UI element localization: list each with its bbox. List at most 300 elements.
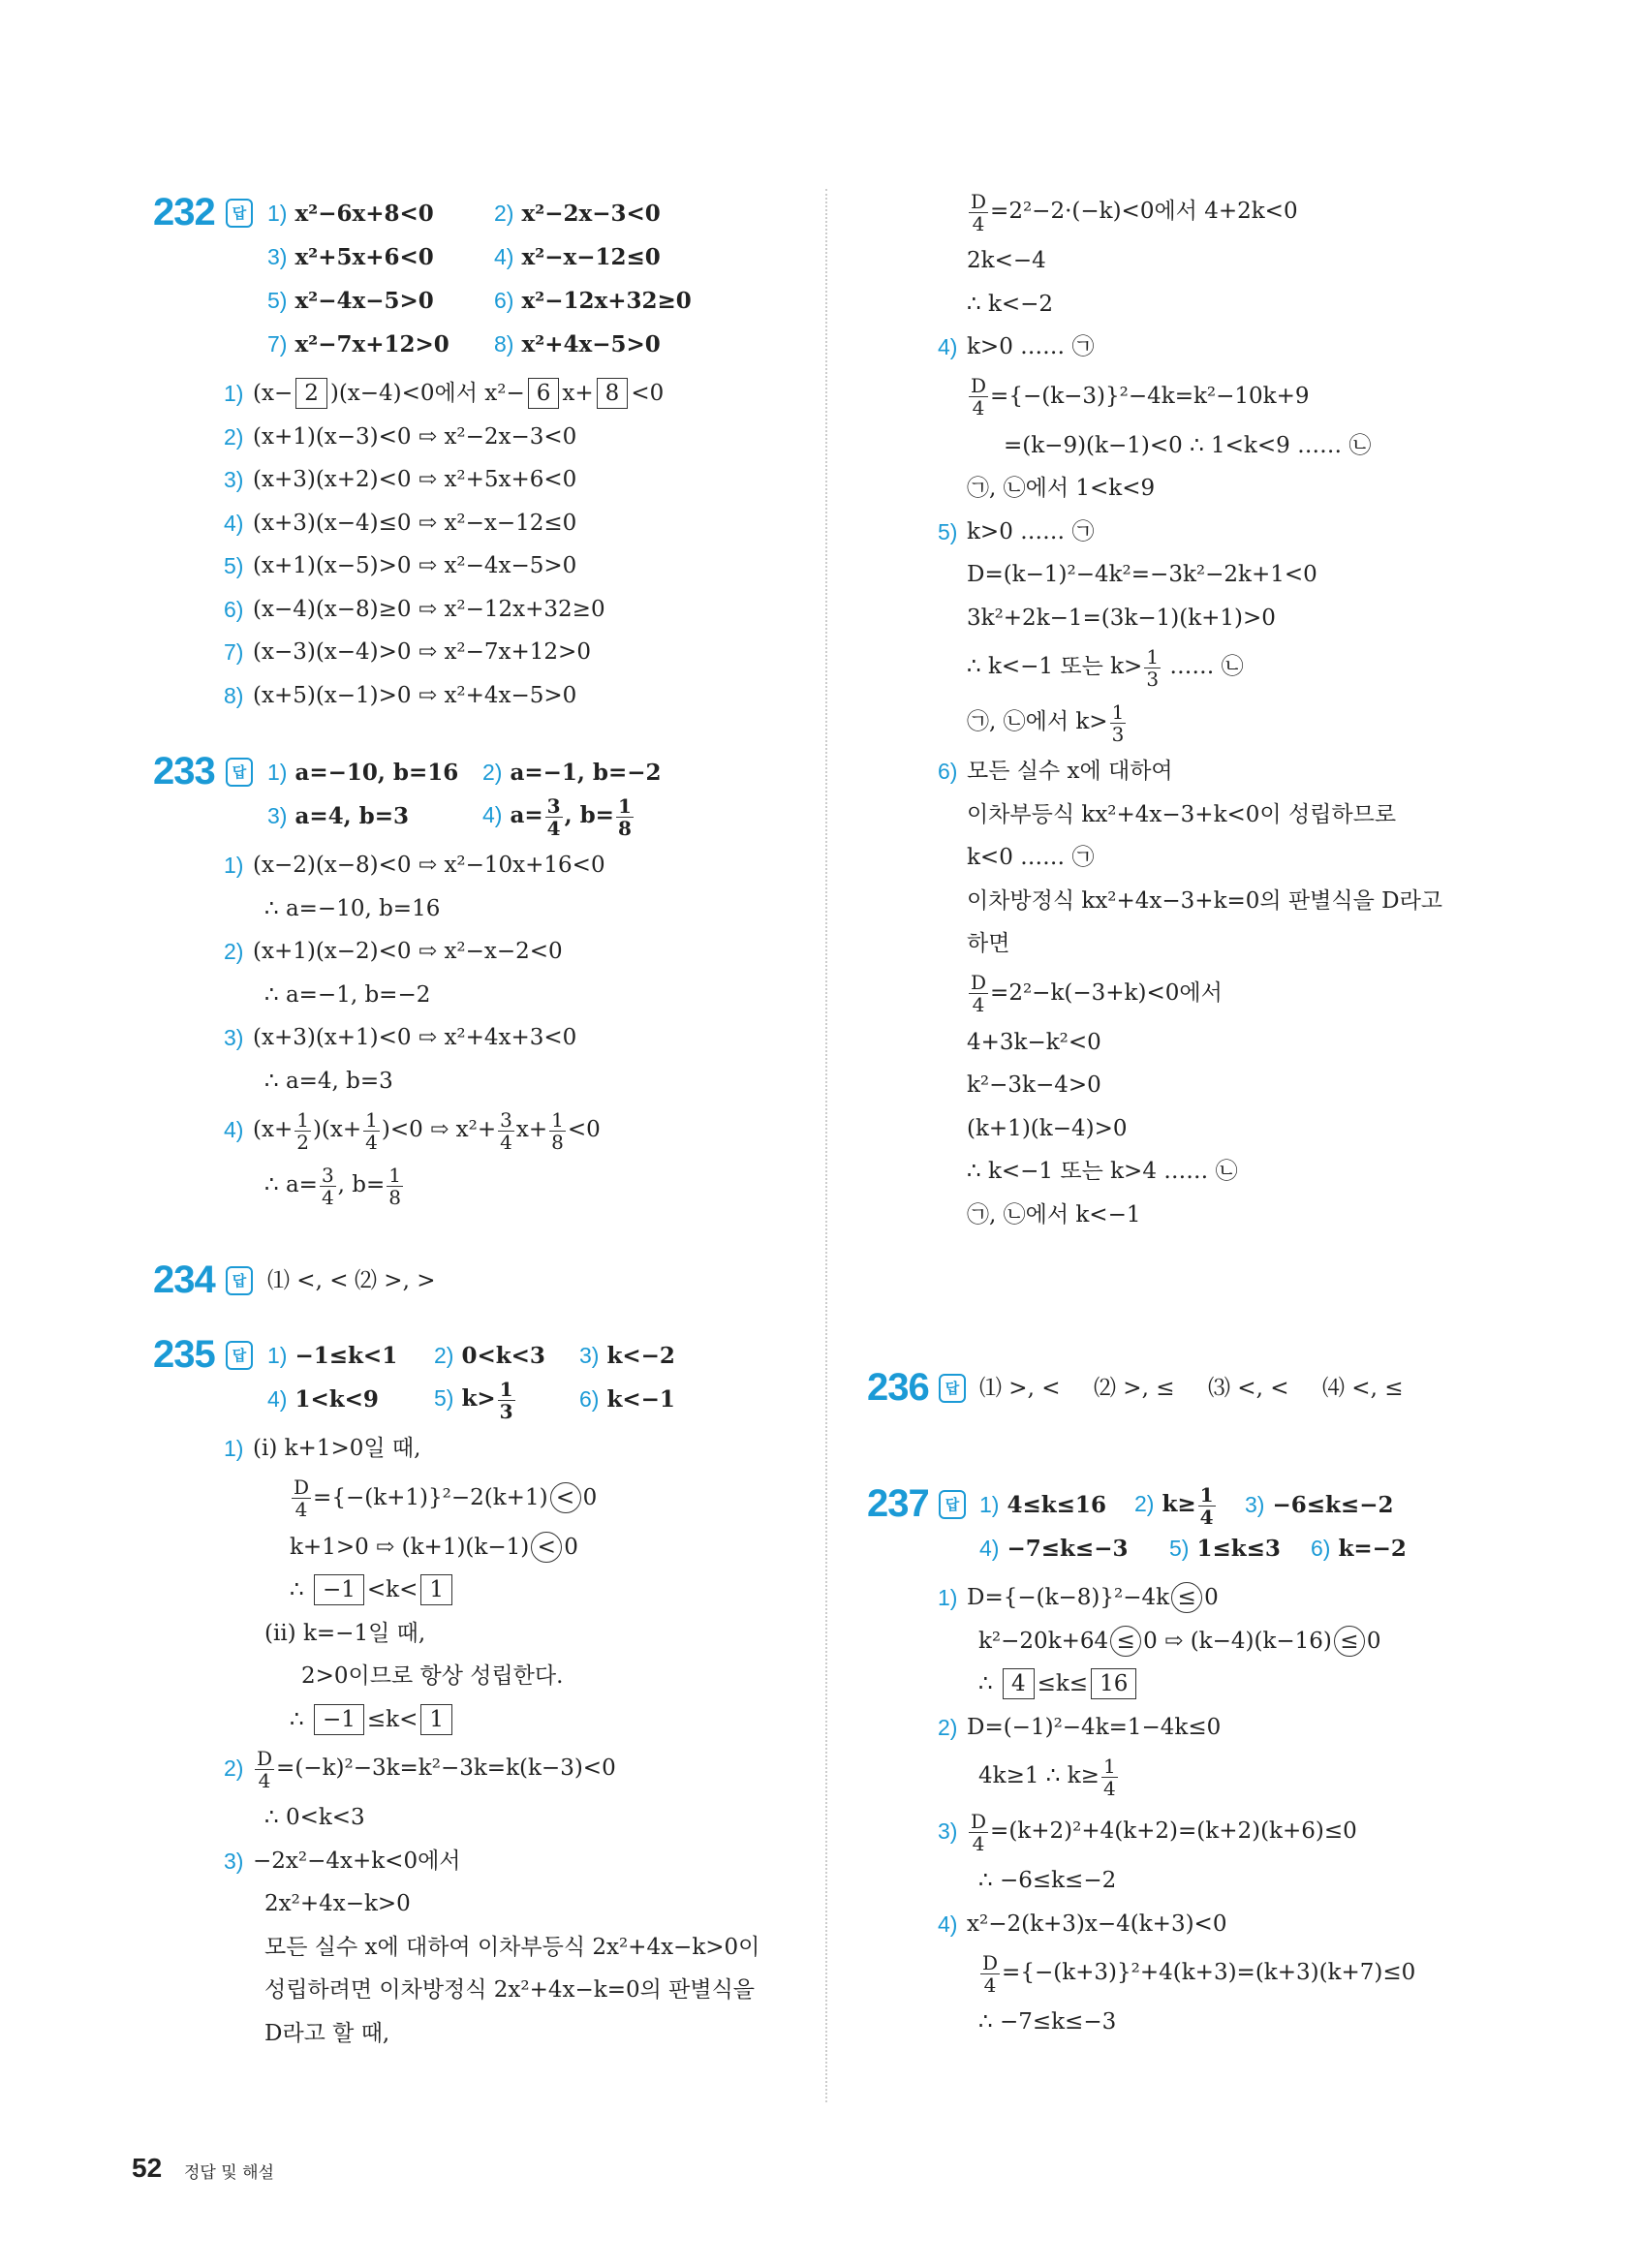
fraction-denominator: 2 xyxy=(296,1130,309,1154)
answer-badge: 답 xyxy=(939,1374,966,1403)
answer-item xyxy=(434,1377,579,1422)
fraction xyxy=(320,1165,336,1208)
item-number: 4) xyxy=(267,1385,288,1412)
answer-item xyxy=(1245,1483,1400,1527)
answer-item xyxy=(434,1334,579,1378)
item-number: 1) xyxy=(267,1342,288,1368)
fraction-numerator: D xyxy=(971,374,987,397)
solution-line xyxy=(967,553,1442,597)
solution-line xyxy=(253,1698,759,1742)
boxed-answer: 8 xyxy=(597,378,629,409)
math-text: x²−4x−5>0 xyxy=(294,287,434,314)
answer-item xyxy=(1322,1367,1437,1411)
answer-item xyxy=(355,1259,442,1303)
math-text: 1≤k≤3 xyxy=(1196,1535,1281,1562)
fraction xyxy=(498,1109,514,1153)
math-text: ⑷ <, ≤ xyxy=(1322,1375,1404,1401)
math-text: ={−(k+3)}²+4(k+3)=(k+3)(k+7)≤0 xyxy=(1002,1960,1416,1985)
math-text: <k< xyxy=(366,1577,418,1602)
math-text: 4k≥1 ∴ k≥ xyxy=(978,1763,1100,1788)
solution-line xyxy=(224,930,697,974)
answer-row xyxy=(267,750,697,793)
solution-line xyxy=(967,1107,1442,1151)
item-number: 3) xyxy=(1245,1491,1265,1517)
problem-number: 235 xyxy=(153,1333,215,1376)
answer-item xyxy=(1169,1527,1311,1570)
math-text: 4+3k−k²<0 xyxy=(967,1029,1101,1055)
math-text: )(x+ xyxy=(312,1117,362,1142)
answer-row xyxy=(267,1258,442,1302)
math-text: 0 xyxy=(1366,1628,1381,1654)
math-text: ∴ k<−1 또는 k> xyxy=(967,654,1143,679)
fraction-denominator: 4 xyxy=(1102,1776,1116,1800)
solution-line xyxy=(967,793,1442,837)
math-text: 2>0이므로 항상 성립한다. xyxy=(301,1663,564,1689)
solution-line xyxy=(967,1194,1442,1237)
math-text: ⑶ <, < xyxy=(1208,1375,1289,1401)
math-text: −7≤k≤−3 xyxy=(1007,1535,1129,1562)
circled-symbol: < xyxy=(550,1482,581,1513)
math-text: )(x−4)<0에서 x²− xyxy=(329,381,525,406)
item-number: 7) xyxy=(267,330,288,357)
math-text: )<0 ⇨ x²+ xyxy=(381,1117,497,1142)
math-text: (x+1)(x−3)<0 ⇨ x²−2x−3<0 xyxy=(253,423,577,450)
answer-item xyxy=(1208,1367,1322,1411)
item-number: 1) xyxy=(267,759,288,785)
math-text: x²+5x+6<0 xyxy=(294,243,434,270)
solution-line xyxy=(967,1662,1501,1706)
problem-number: 234 xyxy=(153,1258,215,1301)
item-number: 2) xyxy=(1134,1491,1155,1516)
math-text: (x+3)(x+1)<0 ⇨ x²+4x+3<0 xyxy=(253,1025,577,1050)
fraction xyxy=(969,1811,988,1854)
solution-lines xyxy=(938,1576,1501,2044)
solution-line xyxy=(224,1016,697,1060)
math-text: ㉠, ㉡에서 k> xyxy=(967,709,1108,734)
math-text: k<0 …… ㉠ xyxy=(967,845,1095,870)
math-text: =2²−2·(−k)<0에서 4+2k<0 xyxy=(990,199,1298,224)
math-text: k²−20k+64 xyxy=(978,1628,1109,1654)
solution-line xyxy=(253,1882,759,1926)
step-number: 7) xyxy=(224,639,244,665)
fraction-denominator: 4 xyxy=(546,816,561,840)
footer-label: 정답 및 해설 xyxy=(184,2163,274,2183)
math-text: , b= xyxy=(337,1172,386,1197)
math-text: k+1>0 ⇨ (k+1)(k−1) xyxy=(290,1534,530,1560)
answer-summary xyxy=(267,750,697,840)
answer-item xyxy=(979,1367,1094,1411)
math-text: k<−1 xyxy=(606,1385,675,1413)
fraction xyxy=(292,1476,311,1520)
fraction-numerator: 3 xyxy=(321,1163,334,1187)
answer-badge: 답 xyxy=(226,199,253,228)
answer-row xyxy=(267,793,697,840)
fraction-numerator: 1 xyxy=(551,1107,564,1132)
math-text: ∴ 0<k<3 xyxy=(264,1805,365,1830)
answer-row xyxy=(979,1526,1501,1569)
fraction xyxy=(545,795,563,839)
fraction-numerator: D xyxy=(971,971,987,994)
solution-line xyxy=(938,1576,1501,1620)
math-text: =(k−9)(k−1)<0 ∴ 1<k<9 …… ㉡ xyxy=(1004,432,1372,458)
answer-item xyxy=(979,1483,1134,1527)
item-number: 8) xyxy=(494,330,514,357)
math-text: −2x²−4x+k<0에서 xyxy=(253,1848,461,1874)
problem-number: 237 xyxy=(867,1482,929,1525)
math-text: ∴ a=4, b=3 xyxy=(264,1068,393,1094)
math-text: ⑴ >, < xyxy=(979,1375,1061,1401)
boxed-answer: 4 xyxy=(1003,1668,1035,1699)
answer-row xyxy=(267,234,721,278)
solution-line xyxy=(224,458,721,502)
fraction-denominator: 8 xyxy=(388,1185,402,1209)
solution-line xyxy=(253,1969,759,2012)
fraction-denominator: 4 xyxy=(294,1498,308,1521)
math-text: x²−x−12≤0 xyxy=(521,243,661,270)
math-text: =(−k)²−3k=k²−3k=k(k−3)<0 xyxy=(276,1755,616,1781)
item-number: 5) xyxy=(1169,1535,1190,1561)
answer-item xyxy=(482,751,697,794)
answer-item xyxy=(267,192,494,235)
answer-row xyxy=(979,1366,1437,1410)
math-text: 0 xyxy=(582,1484,598,1510)
solution-lines xyxy=(224,844,697,1213)
solution-line xyxy=(938,1804,1501,1859)
step-number: 6) xyxy=(938,759,958,784)
boxed-answer: 1 xyxy=(420,1704,452,1735)
solution-line xyxy=(253,2012,759,2056)
boxed-answer: 16 xyxy=(1091,1668,1136,1699)
math-text: 0 xyxy=(1204,1585,1219,1610)
answer-item xyxy=(1134,1482,1245,1528)
answer-item xyxy=(494,192,721,235)
math-text: (x+3)(x+2)<0 ⇨ x²+5x+6<0 xyxy=(253,467,577,492)
math-text: 하면 xyxy=(967,931,1010,956)
solution-lines xyxy=(224,372,721,717)
fraction xyxy=(1101,1755,1118,1799)
step-number: 5) xyxy=(224,553,244,578)
math-text: k<−2 xyxy=(606,1342,675,1369)
solution-line xyxy=(253,887,697,931)
solution-line xyxy=(253,1926,759,1970)
item-number: 4) xyxy=(979,1535,1000,1561)
math-text: (x+ xyxy=(253,1117,294,1142)
math-text: x²−7x+12>0 xyxy=(294,330,449,357)
answer-item xyxy=(267,1334,434,1378)
solution-line xyxy=(967,639,1442,695)
fraction xyxy=(969,191,988,234)
math-text: k>0 …… ㉠ xyxy=(967,334,1095,359)
solution-line xyxy=(224,544,721,588)
math-text: 2x²+4x−k>0 xyxy=(264,1891,411,1916)
fraction xyxy=(969,375,988,419)
solution-line xyxy=(967,1064,1442,1107)
item-number: 1) xyxy=(979,1491,1000,1517)
solution-line xyxy=(224,372,721,416)
math-text: 0 xyxy=(564,1534,578,1560)
math-text: (x+5)(x−1)>0 ⇨ x²+4x−5>0 xyxy=(253,682,577,708)
answer-row xyxy=(267,278,721,322)
solution-line xyxy=(967,880,1442,923)
fraction xyxy=(498,1379,515,1422)
math-text: x²−12x+32≥0 xyxy=(521,287,692,314)
solution-line xyxy=(967,424,1442,468)
math-text: ∴ −6≤k≤−2 xyxy=(978,1868,1117,1893)
answer-summary xyxy=(267,1333,759,1423)
fraction-numerator: 3 xyxy=(500,1107,512,1132)
solution-line xyxy=(938,1706,1501,1750)
answer-item xyxy=(494,235,721,279)
solution-line xyxy=(967,1021,1442,1065)
math-text: 4≤k≤16 xyxy=(1007,1491,1106,1518)
math-text: ={−(k+1)}²−2(k+1) xyxy=(313,1484,548,1510)
fraction-numerator: D xyxy=(971,189,987,213)
solution-lines xyxy=(938,184,1443,1236)
math-text: ≤k≤ xyxy=(1037,1671,1089,1696)
answer-item xyxy=(1094,1367,1208,1411)
math-text: (x+1)(x−2)<0 ⇨ x²−x−2<0 xyxy=(253,939,563,964)
solution-line xyxy=(224,844,697,887)
item-number: 4) xyxy=(494,243,514,269)
answer-row xyxy=(267,322,721,365)
math-text: =(k+2)²+4(k+2)=(k+2)(k+6)≤0 xyxy=(990,1818,1357,1844)
answer-summary xyxy=(267,191,721,365)
answer-item xyxy=(482,793,697,839)
fraction-numerator: 1 xyxy=(296,1107,309,1132)
step-number: 2) xyxy=(224,1755,244,1781)
answer-item xyxy=(267,1259,355,1303)
fraction-numerator: D xyxy=(257,1746,273,1770)
step-number: 4) xyxy=(938,334,958,359)
math-text: 성립하려면 이차방정식 2x²+4x−k=0의 판별식을 xyxy=(264,1977,756,2003)
math-text: D={−(k−8)}²−4k xyxy=(967,1585,1170,1610)
step-number: 4) xyxy=(938,1911,958,1937)
solution-lines xyxy=(224,1427,760,2055)
fraction-denominator: 4 xyxy=(1199,1505,1214,1529)
solution-line xyxy=(224,674,721,718)
answer-item xyxy=(267,235,494,279)
solution-line xyxy=(224,1103,697,1158)
problem-235-continued xyxy=(938,184,1443,1236)
fraction-numerator: 1 xyxy=(388,1163,402,1187)
answer-badge: 답 xyxy=(226,758,253,787)
solution-line xyxy=(253,1796,759,1840)
problem-number: 232 xyxy=(153,191,215,233)
answer-item xyxy=(579,1334,746,1378)
math-text: −1≤k<1 xyxy=(294,1342,398,1369)
fraction xyxy=(1198,1484,1216,1528)
answer-item xyxy=(267,794,482,838)
math-text: 이차방정식 kx²+4x−3+k=0의 판별식을 D라고 xyxy=(967,887,1443,914)
solution-line xyxy=(224,1840,759,1883)
fraction-numerator: 1 xyxy=(1102,1754,1116,1778)
math-text: ∴ k<−2 xyxy=(967,291,1054,317)
math-text: k>0 …… ㉠ xyxy=(967,518,1095,544)
answer-item xyxy=(494,279,721,323)
item-number: 1) xyxy=(267,200,288,226)
step-number: 3) xyxy=(938,1818,958,1844)
solution-line xyxy=(224,1427,759,1471)
page-number: 52 xyxy=(132,2153,163,2183)
math-text: (ii) k=−1일 때, xyxy=(264,1620,426,1646)
solution-line xyxy=(253,974,697,1017)
math-text: −6≤k≤−2 xyxy=(1272,1491,1394,1518)
solution-line xyxy=(967,966,1442,1021)
math-text: (x+1)(x−5)>0 ⇨ x²−4x−5>0 xyxy=(253,553,577,578)
math-text: 모든 실수 x에 대하여 xyxy=(967,759,1173,784)
problem-232 xyxy=(153,191,721,717)
answer-item xyxy=(979,1527,1169,1570)
math-text: 2k<−4 xyxy=(967,248,1046,273)
answer-item xyxy=(267,323,494,366)
math-text: (x+3)(x−4)≤0 ⇨ x²−x−12≤0 xyxy=(253,510,577,536)
math-text: , b= xyxy=(564,802,614,828)
solution-line xyxy=(967,2001,1501,2044)
fraction xyxy=(616,795,634,839)
math-text: a= xyxy=(510,802,543,828)
solution-line xyxy=(938,511,1442,554)
fraction-numerator: 1 xyxy=(1111,699,1125,724)
item-number: 3) xyxy=(579,1342,600,1368)
math-text: <0 xyxy=(631,381,665,406)
math-text: (x−2)(x−8)<0 ⇨ x²−10x+16<0 xyxy=(253,853,605,878)
step-number: 1) xyxy=(224,381,244,406)
math-text: D라고 할 때, xyxy=(264,2020,390,2046)
fraction-denominator: 4 xyxy=(972,396,985,419)
problem-235 xyxy=(153,1333,759,2055)
solution-line xyxy=(253,1655,759,1698)
problem-236 xyxy=(867,1366,1437,1416)
fraction xyxy=(1144,646,1161,690)
math-text: ∴ a=−10, b=16 xyxy=(264,895,441,921)
fraction xyxy=(1110,701,1127,745)
answer-item xyxy=(1311,1527,1501,1570)
math-text: 모든 실수 x에 대하여 이차부등식 2x²+4x−k>0이 xyxy=(264,1934,760,1960)
math-text: (x− xyxy=(253,381,294,406)
circled-symbol: ≤ xyxy=(1171,1582,1202,1613)
solution-line xyxy=(253,1158,697,1213)
fraction-numerator: 1 xyxy=(1199,1482,1214,1507)
solution-line xyxy=(967,597,1442,640)
math-text: 3k²+2k−1=(3k−1)(k+1)>0 xyxy=(967,605,1276,631)
fraction-denominator: 8 xyxy=(551,1130,564,1154)
math-text: x+ xyxy=(515,1117,548,1142)
math-text: x+ xyxy=(562,381,594,406)
math-text: a=4, b=3 xyxy=(294,802,410,829)
fraction-denominator: 4 xyxy=(500,1130,512,1154)
solution-line xyxy=(967,369,1442,424)
problem-237 xyxy=(867,1482,1501,2044)
step-number: 3) xyxy=(224,467,244,492)
fraction xyxy=(363,1109,380,1153)
math-text: k=−2 xyxy=(1338,1535,1407,1562)
math-text: ∴ k<−1 또는 k>4 …… ㉡ xyxy=(967,1159,1238,1184)
solution-line xyxy=(224,588,721,632)
circled-symbol: < xyxy=(531,1532,562,1563)
answer-row xyxy=(979,1482,1501,1529)
math-text: D=(k−1)²−4k²=−3k²−2k+1<0 xyxy=(967,562,1317,587)
math-text: k> xyxy=(461,1385,496,1412)
solution-line xyxy=(967,467,1442,511)
math-text: ∴ −7≤k≤−3 xyxy=(978,2009,1117,2035)
solution-line xyxy=(967,836,1442,880)
solution-line xyxy=(967,239,1442,283)
item-number: 6) xyxy=(1311,1535,1331,1561)
fraction-denominator: 4 xyxy=(972,1831,985,1855)
math-text: x²−2x−3<0 xyxy=(521,200,661,227)
circled-symbol: ≤ xyxy=(1110,1626,1141,1657)
math-text: x²+4x−5>0 xyxy=(521,330,661,357)
fraction xyxy=(294,1109,311,1153)
fraction-numerator: 1 xyxy=(365,1107,378,1132)
fraction xyxy=(549,1109,566,1153)
step-number: 4) xyxy=(224,1117,244,1142)
solution-line xyxy=(253,1612,759,1656)
fraction-denominator: 4 xyxy=(365,1130,378,1154)
step-number: 2) xyxy=(224,939,244,964)
math-text: ≤k< xyxy=(366,1706,418,1732)
fraction-numerator: D xyxy=(294,1476,310,1499)
step-number: 2) xyxy=(224,423,244,450)
item-number: 2) xyxy=(482,759,503,785)
answer-badge: 답 xyxy=(939,1490,966,1519)
answer-item xyxy=(267,751,482,794)
fraction-denominator: 4 xyxy=(321,1185,334,1209)
solution-line xyxy=(967,1620,1501,1663)
circled-symbol: ≤ xyxy=(1334,1626,1365,1657)
answer-item xyxy=(267,1378,434,1421)
boxed-answer: 2 xyxy=(295,378,327,409)
math-text: ∴ a=−1, b=−2 xyxy=(264,981,431,1008)
fraction-denominator: 4 xyxy=(258,1768,271,1792)
fraction-numerator: D xyxy=(982,1950,999,1974)
solution-line xyxy=(967,1859,1501,1903)
item-number: 5) xyxy=(267,287,288,313)
fraction-numerator: D xyxy=(971,1809,987,1833)
math-text: 이차부등식 kx²+4x−3+k<0이 성립하므로 xyxy=(967,801,1397,827)
answer-summary xyxy=(979,1482,1501,1569)
solution-line xyxy=(224,502,721,545)
math-text: x²−2(k+3)x−4(k+3)<0 xyxy=(967,1911,1227,1937)
item-number: 2) xyxy=(434,1342,454,1368)
math-text: ∴ xyxy=(978,1671,1000,1696)
solution-line xyxy=(967,184,1442,239)
fraction-denominator: 8 xyxy=(617,816,632,840)
math-text: ⑴ <, < xyxy=(267,1267,349,1293)
answer-badge: 답 xyxy=(226,1341,253,1370)
math-text: (x−3)(x−4)>0 ⇨ x²−7x+12>0 xyxy=(253,639,591,665)
math-text: (i) k+1>0일 때, xyxy=(253,1436,421,1461)
column-divider xyxy=(825,189,827,2102)
solution-line xyxy=(967,922,1442,966)
answer-summary xyxy=(267,1258,442,1302)
solution-line xyxy=(224,1741,759,1796)
math-text: 0 ⇨ (k−4)(k−16) xyxy=(1143,1628,1332,1654)
fraction-numerator: 1 xyxy=(617,793,632,818)
solution-line xyxy=(253,1471,759,1526)
step-number: 4) xyxy=(224,510,244,536)
answer-item xyxy=(494,323,721,366)
solution-line xyxy=(967,1150,1442,1194)
step-number: 2) xyxy=(938,1714,958,1740)
solution-line xyxy=(224,631,721,674)
item-number: 6) xyxy=(579,1385,600,1412)
step-number: 1) xyxy=(224,853,244,878)
answer-badge: 답 xyxy=(226,1266,253,1295)
answer-row xyxy=(267,191,721,234)
answer-summary xyxy=(979,1366,1437,1410)
solution-line xyxy=(938,326,1442,369)
